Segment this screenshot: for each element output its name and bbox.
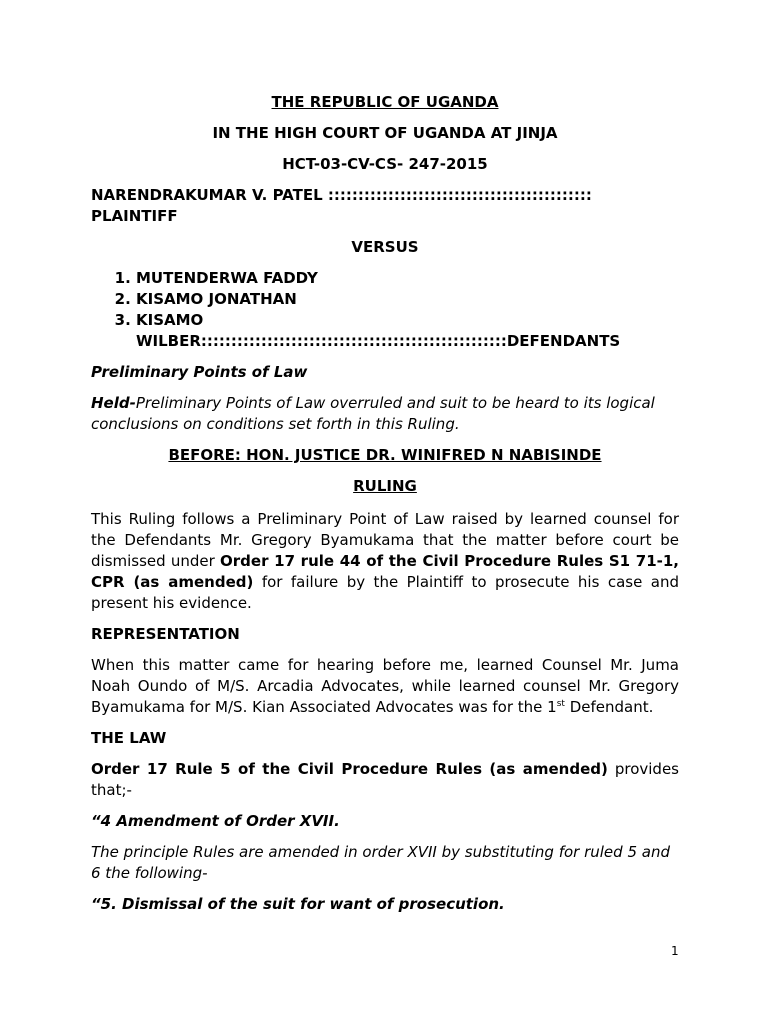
- ruling-title: RULING: [353, 477, 417, 495]
- principle-paragraph: The principle Rules are amended in order XVII by substituting for ruled 5 and 6 the following-: [91, 843, 670, 882]
- republic-heading: THE REPUBLIC OF UGANDA: [271, 93, 499, 111]
- defendant-item: 2. KISAMO JONATHAN: [136, 289, 679, 310]
- order-17-rule-5: Order 17 Rule 5 of the Civil Procedure Rules (as amended): [91, 760, 608, 778]
- amendment-heading: “4 Amendment of Order XVII.: [91, 812, 340, 830]
- plaintiff-block: [91, 185, 679, 227]
- dismissal-heading: “5. Dismissal of the suit for want of prosecution.: [91, 895, 505, 913]
- held-paragraph: [91, 393, 679, 435]
- document-page: [91, 92, 679, 925]
- representation-paragraph: When this matter came for hearing before me, learned Counsel Mr. Juma Noah Oundo of M/S. Arcadia Advocates, while learned counsel Mr. Gregory Byamukama for M/S. Kian Associated Advocates was for the 1st Defendant.: [91, 656, 679, 716]
- held-label: Held-: [91, 394, 136, 412]
- case-number: HCT-03-CV-CS- 247-2015: [282, 155, 488, 173]
- representation-heading: REPRESENTATION: [91, 625, 240, 643]
- plaintiff-label: PLAINTIFF: [91, 207, 178, 225]
- order-reference: Order 17 rule 44 of the Civil Procedure Rules S1 71-1, CPR (as amended): [91, 552, 679, 591]
- summary-heading: Preliminary Points of Law: [91, 363, 308, 381]
- page-number: 1: [671, 944, 679, 958]
- defendant-item: 1. MUTENDERWA FADDY: [136, 268, 679, 289]
- plaintiff-name: NARENDRAKUMAR V. PATEL ::::::::::::::::::::::::::::::::::::::::::::: [91, 186, 592, 204]
- court-heading: IN THE HIGH COURT OF UGANDA AT JINJA: [212, 124, 558, 142]
- before-heading: BEFORE: HON. JUSTICE DR. WINIFRED N NABISINDE: [168, 446, 602, 464]
- held-text: Preliminary Points of Law overruled and suit to be heard to its logical conclusions on conditions set forth in this Ruling.: [91, 394, 655, 433]
- defendant-item: 3. KISAMO WILBER:::::::::::::::::::::::::::::::::::::::::::::::::::DEFENDANTS: [136, 310, 679, 352]
- defendants-label: WILBER:::::::::::::::::::::::::::::::::::::::::::::::::::DEFENDANTS: [136, 332, 621, 350]
- defendants-list: [91, 268, 679, 352]
- ruling-paragraph: This Ruling follows a Preliminary Point of Law raised by learned counsel for the Defendants Mr. Gregory Byamukama that the matter before court be dismissed under Order 17 rule 44 of the Civil Procedure Rules S1 71-1, CPR (as amended) for failure by the Plaintiff to prosecute his case and present his evidence.: [91, 510, 680, 612]
- law-heading: THE LAW: [91, 729, 167, 747]
- versus-label: VERSUS: [351, 238, 419, 256]
- law-paragraph: Order 17 Rule 5 of the Civil Procedure Rules (as amended) provides that;-: [91, 760, 679, 799]
